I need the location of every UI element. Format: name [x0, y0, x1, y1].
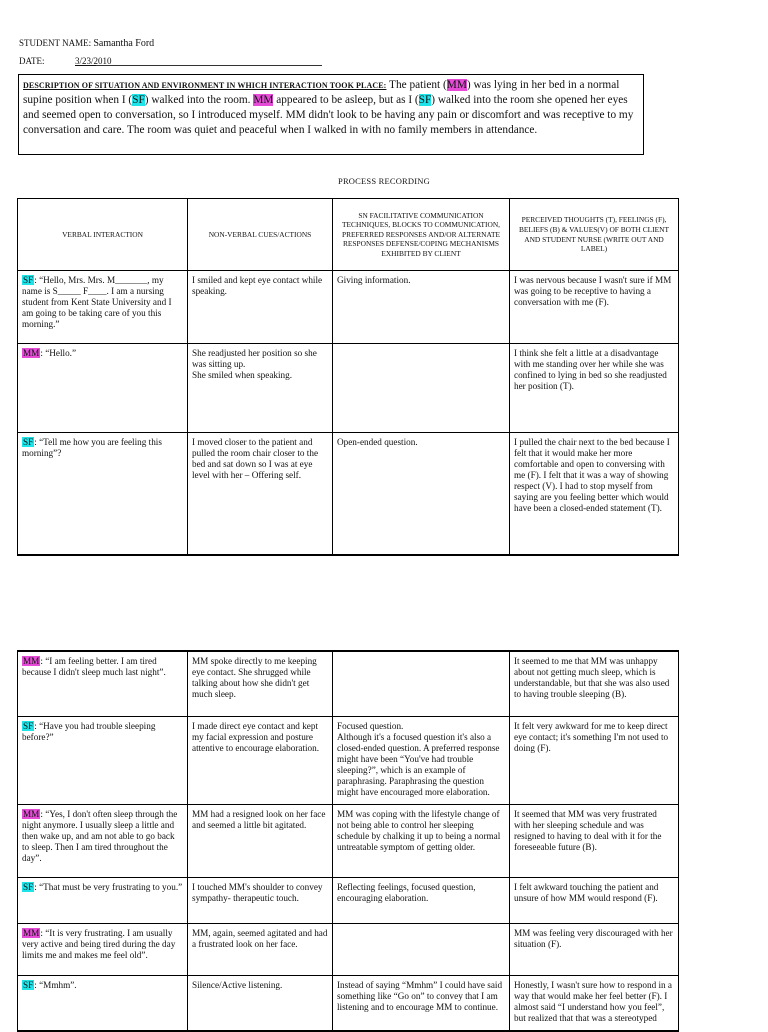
- perceived-cell: [510, 651, 679, 716]
- situation-description-box: [18, 74, 644, 155]
- description-segment: ) walked into the room she opened her eyes and seemed open to conversation, so I introduced myself. MM didn't look to be having any pain or discomfort and was receptive to my conversation and care. The room was quiet and peaceful when I walked in with no family members in attendance.: [23, 94, 634, 136]
- speaker-tag: SF: [23, 437, 34, 447]
- verbal-interaction-cell: [18, 877, 188, 923]
- highlighted-initials: SF: [132, 94, 145, 106]
- table-row: [18, 651, 679, 716]
- technique-cell: [333, 271, 510, 344]
- highlighted-initials: MM: [446, 79, 467, 91]
- page-title: PROCESS RECORDING: [338, 176, 430, 186]
- perceived-cell-text: MM was feeling very discouraged with her situation (F).: [514, 927, 673, 949]
- nonverbal-cell: [188, 923, 333, 975]
- date-underline: [96, 65, 322, 66]
- technique-cell: [333, 433, 510, 555]
- verbal-text: : “That must be very frustrating to you.”: [34, 881, 183, 892]
- student-name-value: Samantha Ford: [93, 38, 155, 49]
- perceived-cell-text: It seemed that MM was very frustrated with her sleeping schedule and was resigned to having to deal with it for the foreseeable future (B).: [514, 808, 662, 852]
- table-row: [18, 271, 679, 344]
- nonverbal-cell: [188, 877, 333, 923]
- verbal-text: : “Tell me how you are feeling this morning”?: [22, 437, 162, 458]
- nonverbal-cell-text: I touched MM's shoulder to convey sympathy- therapeutic touch.: [192, 881, 323, 903]
- verbal-text: : “I am feeling better. I am tired because I didn't sleep much last night”.: [22, 656, 166, 677]
- nonverbal-cell-text: I moved closer to the patient and pulled the room chair closer to the bed and sat down so I was at eye level with her – Offering self.: [192, 437, 319, 480]
- perceived-cell-text: Honestly, I wasn't sure how to respond in a way that would make her feel better (F). I almost said “I understand how you feel”, but realized that that was a stereotyped: [514, 979, 672, 1023]
- perceived-cell: [510, 344, 679, 433]
- verbal-interaction-cell: [18, 651, 188, 716]
- nonverbal-cell-text: She smiled when speaking.: [192, 370, 293, 380]
- technique-cell: [333, 923, 510, 975]
- nonverbal-cell-text: She readjusted her position so she was sitting up.: [192, 348, 317, 369]
- technique-cell-text: MM was coping with the lifestyle change of not being able to control her sleeping schedule by chalking it up to being a normal untreatable symptom of getting older.: [337, 808, 501, 852]
- verbal-text: : “Hello, Mrs. Mrs. M_______, my name is S_____ F____. I am a nursing student from Kent State University and I am going to be taking care of you this morning.”: [22, 275, 172, 329]
- technique-cell: [333, 975, 510, 1031]
- header-nonverbal-cues: NON-VERBAL CUES/ACTIONS: [188, 199, 333, 271]
- verbal-interaction-cell: [18, 716, 188, 804]
- technique-cell-text: Although it's a focused question it's also a closed-ended question. A preferred response might have been “You've had trouble sleeping?”, which is an example of paraphrasing. Paraphrasing the question might have encouraged more elaboration.: [337, 731, 500, 797]
- perceived-cell-text: I pulled the chair next to the bed because I felt that it would make her more comfortable and open to conversing with me (F). I felt that it was a way of showing respect (V). I had to stop myself from saying are you feeling better which would have been a closed-ended statement (T).: [514, 437, 670, 513]
- perceived-cell: [510, 716, 679, 804]
- nonverbal-cell: [188, 433, 333, 555]
- description-segment: appeared to be asleep, but as I (: [273, 94, 419, 106]
- verbal-interaction-cell: [18, 433, 188, 555]
- nonverbal-cell: [188, 975, 333, 1031]
- technique-cell-text: Instead of saying “Mmhm” I could have said something like “Go on” to convey that I am listening and to encourage MM to continue.: [337, 979, 503, 1012]
- perceived-cell-text: I was nervous because I wasn't sure if MM was going to be receptive to having a conversation with me (F).: [514, 275, 672, 307]
- speaker-tag: SF: [23, 720, 34, 731]
- verbal-text: : “Mmhm”.: [34, 979, 77, 990]
- verbal-interaction-cell: [18, 975, 188, 1031]
- nonverbal-cell-text: MM spoke directly to me keeping eye contact. She shrugged while talking about how she didn't get much sleep.: [192, 656, 317, 699]
- technique-cell: [333, 804, 510, 877]
- speaker-tag: SF: [23, 275, 34, 285]
- table-row: [18, 433, 679, 555]
- date-value: 3/23/2010: [75, 56, 112, 66]
- table-row: [18, 877, 679, 923]
- table-row: [18, 804, 679, 877]
- perceived-cell-text: I felt awkward touching the patient and unsure of how MM would respond (F).: [514, 881, 659, 903]
- perceived-cell-text: I think she felt a little at a disadvantage with me standing over her while she was confined to lying in bed so she readjusted her position (T).: [514, 348, 667, 391]
- technique-cell: [333, 716, 510, 804]
- verbal-text: : “Yes, I don't often sleep through the night anymore. I usually sleep a little and then wake up, and am not able to go back to sleep. Then I am tired throughout the day”.: [22, 808, 178, 863]
- technique-cell: [333, 651, 510, 716]
- perceived-cell-text: It seemed to me that MM was unhappy about not getting much sleep, which is understandable, but that she was also used to having trouble sleeping (B).: [514, 656, 670, 699]
- nonverbal-cell: [188, 651, 333, 716]
- verbal-text: : “It is very frustrating. I am usually very active and being tired during the day limits me and makes me feel old”.: [22, 927, 176, 960]
- perceived-cell: [510, 804, 679, 877]
- highlighted-initials: SF: [418, 94, 432, 106]
- technique-cell-text: Focused question.: [337, 720, 404, 731]
- technique-cell: [333, 344, 510, 433]
- nonverbal-cell: [188, 344, 333, 433]
- nonverbal-cell-text: I made direct eye contact and kept my facial expression and posture attentive to encourage elaboration.: [192, 720, 320, 753]
- process-recording-table-2: [17, 650, 679, 1032]
- perceived-cell: [510, 975, 679, 1031]
- table-row: [18, 716, 679, 804]
- technique-cell-text: Reflecting feelings, focused question, encouraging elaboration.: [337, 881, 476, 903]
- process-recording-table-1: [17, 198, 679, 556]
- perceived-cell-text: It felt very awkward for me to keep direct eye contact; it's something I'm not used to doing (F).: [514, 720, 669, 753]
- description-segment: The patient (: [386, 79, 447, 91]
- table-row: [18, 975, 679, 1031]
- nonverbal-cell-text: Silence/Active listening.: [192, 979, 283, 990]
- technique-cell-text: Open-ended question.: [337, 437, 418, 447]
- verbal-text: : “Hello.”: [40, 348, 77, 358]
- date-label: DATE:: [19, 56, 45, 66]
- speaker-tag: SF: [23, 881, 34, 892]
- student-name-line: [19, 38, 154, 49]
- perceived-cell: [510, 877, 679, 923]
- speaker-tag: MM: [23, 927, 40, 938]
- technique-cell: [333, 877, 510, 923]
- verbal-interaction-cell: [18, 923, 188, 975]
- table-row: [18, 344, 679, 433]
- header-sn-techniques: SN FACILITATIVE COMMUNICATION TECHNIQUES, BLOCKS TO COMMUNICATION, PREFERRED RESPONSES AND/OR ALTERNATE RESPONSES DEFENSE/COPING MECHANISMS EXHIBITED BY CLIENT: [333, 199, 510, 271]
- verbal-interaction-cell: [18, 271, 188, 344]
- speaker-tag: MM: [23, 348, 40, 358]
- perceived-cell: [510, 433, 679, 555]
- technique-cell-text: Giving information.: [337, 275, 411, 285]
- verbal-interaction-cell: [18, 344, 188, 433]
- table-row: [18, 923, 679, 975]
- speaker-tag: MM: [23, 808, 40, 819]
- nonverbal-cell-text: I smiled and kept eye contact while speaking.: [192, 275, 323, 296]
- table-header-row: [18, 199, 679, 271]
- nonverbal-cell: [188, 804, 333, 877]
- highlighted-initials: MM: [253, 94, 274, 106]
- verbal-text: : “Have you had trouble sleeping before?”: [22, 720, 156, 742]
- perceived-cell: [510, 271, 679, 344]
- nonverbal-cell: [188, 716, 333, 804]
- description-segment: ) walked into the room.: [144, 94, 254, 106]
- nonverbal-cell: [188, 271, 333, 344]
- situation-description-heading: DESCRIPTION OF SITUATION AND ENVIRONMENT IN WHICH INTERACTION TOOK PLACE:: [23, 81, 387, 90]
- header-verbal-interaction: VERBAL INTERACTION: [18, 199, 188, 271]
- perceived-cell: [510, 923, 679, 975]
- nonverbal-cell-text: MM had a resigned look on her face and seemed a little bit agitated.: [192, 808, 326, 830]
- verbal-interaction-cell: [18, 804, 188, 877]
- nonverbal-cell-text: MM, again, seemed agitated and had a frustrated look on her face.: [192, 927, 328, 949]
- header-perceived-thoughts: PERCEIVED THOUGHTS (T), FEELINGS (F), BELIEFS (B) & VALUES(V) OF BOTH CLIENT AND STUDENT NURSE (WRITE OUT AND LABEL): [510, 199, 679, 271]
- speaker-tag: MM: [23, 656, 40, 666]
- student-name-label: STUDENT NAME:: [19, 38, 92, 48]
- description-segment: ) was lying in her bed in a normal supine position when I (: [23, 79, 620, 106]
- speaker-tag: SF: [23, 979, 34, 990]
